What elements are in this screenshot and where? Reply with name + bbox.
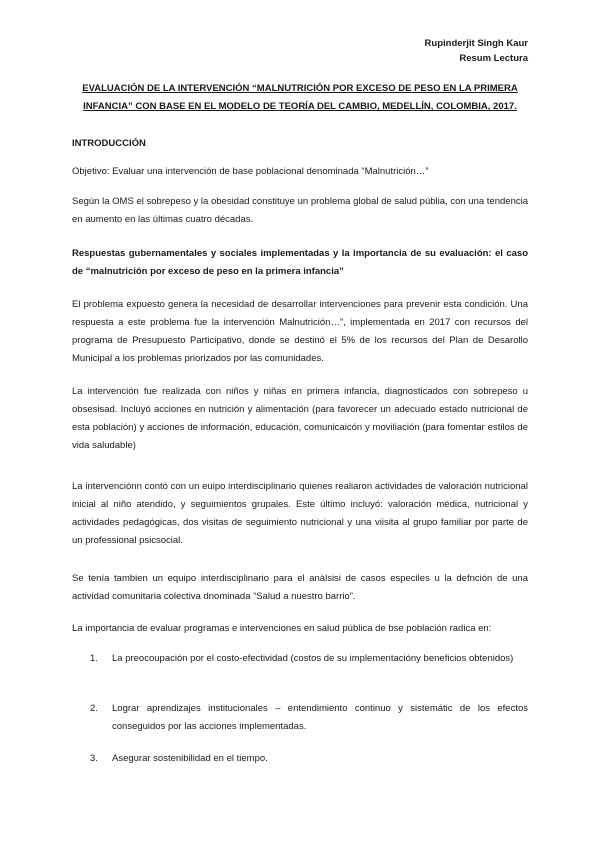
objective-paragraph: Objetivo: Evaluar una intervención de base poblacional denominada “Malnutrición…” [72,166,429,177]
problem-paragraph: El problema expuesto genera la necesidad de desarrollar intervenciones para prevenir esta condición. Una respuesta a este problema fue la intervención Malnutrición…”, implementada en 2017 con recursos del programa de Presupuesto Participativo, donde se destinó el 5% de los recursos del Plan de Desarollo Municipal a los problemas priorizados por las comunidades. [72,299,528,364]
intro-heading: INTRODUCCIÓN [72,138,146,149]
responses-heading: Respuestas gubernamentales y sociales implementadas y la importancia de su evaluación: el caso de “malnutrición por exceso de peso en la primera infancia” [72,248,528,277]
document-header [425,36,528,66]
intervention-paragraph: La intervención fue realizada con niños y niñas en primera infancia, diagnosticados con sobrepeso u obsesisad. Incluyó acciones en nutrición y alimentación (para favorecer un adecuado estado nutricional de esta población) y acciones de información, educación, comunicaicón y moviliación (para fomentar estilos de vida saludable) [72,386,528,451]
team-paragraph: La intervenciónn contó con un euipo interdisciplinario quienes realiaron actividades de valoración nutricional inicial al niño atendido, y seguimientos grupales. Este último incluyó: valoración médica, nutricional y actividades pedagógicas, dos visitas de seguimiento nutricional y una viisita al grupo familiar por parte de un professional psicsocial. [72,481,528,546]
extra-team-paragraph: Se tenía tambien un equipo interdisciplinario para el anàlsisi de casos especiles u la defnción de una actividad comunitaria colectiva dnominada “Salud a nuestro barrio”. [72,573,528,602]
list-text: Asegurar sostenibilidad en el tiempo. [112,753,268,764]
importance-paragraph: La importancia de evaluar programas e intervenciones en salud pública de bse población radica en: [72,623,492,634]
oms-paragraph: Según la OMS el sobrepeso y la obesidad constituye un problema global de salud públia, con una tendencia en aumento en las últimas cuatro décadas. [72,196,528,225]
list-item [90,700,528,736]
author-name: Rupinderjit Singh Kaur [424,38,528,49]
list-number: 1. [90,653,98,664]
list-item [90,650,528,668]
list-number: 2. [90,703,98,714]
document-type: Resum Lectura [459,53,528,64]
document-title: EVALUACIÓN DE LA INTERVENCIÓN “MALNUTRICIÓN POR EXCESO DE PESO EN LA PRIMERA INFANCIA” CON BASE EN EL MODELO DE TEORÍA DEL CAMBIO, MEDELLÍN, COLOMBIA, 2017. [82,83,518,112]
list-item [90,750,528,768]
list-text: La preocoupación por el costo-efectividad (costos de su implementacióny beneficios obtenidos) [112,653,514,664]
list-text: Lograr aprendizajes institucionales – entendimiento continuo y sistemátic de los efectos conseguidos por las acciones implementadas. [112,703,528,732]
list-number: 3. [90,753,98,764]
